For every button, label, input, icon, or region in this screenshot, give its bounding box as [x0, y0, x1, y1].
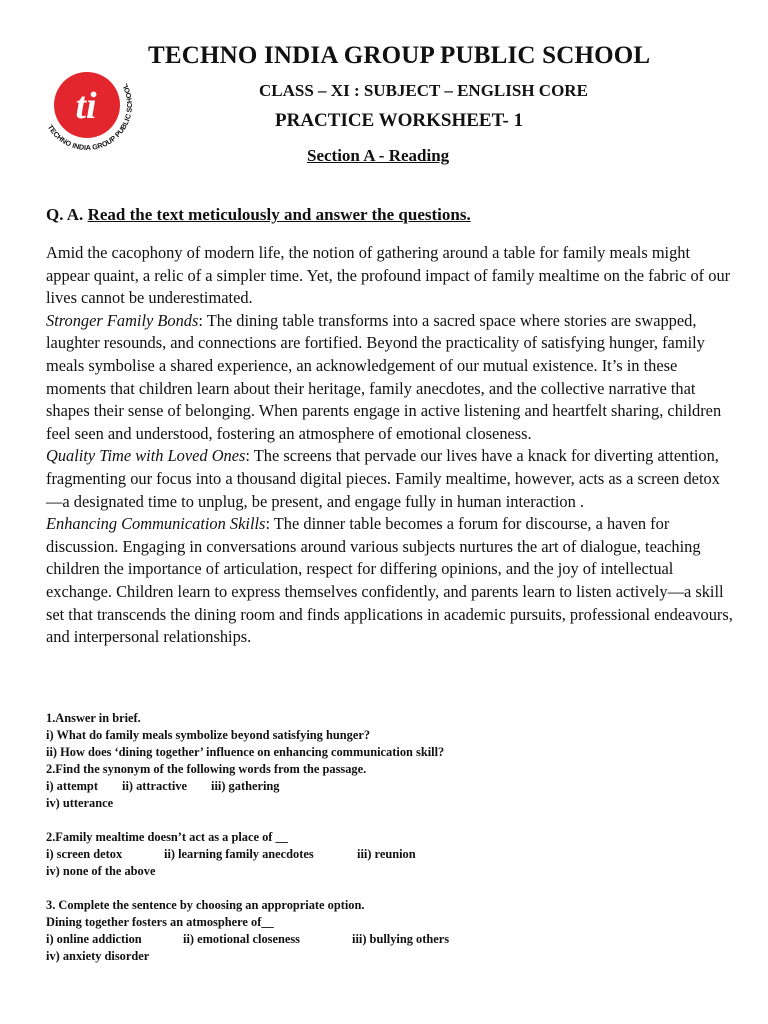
q2-synonym-options: [46, 795, 736, 812]
q2-synonym-options: [46, 778, 736, 795]
school-logo: [34, 52, 140, 158]
q3-options: [46, 931, 736, 948]
q3-options: [46, 948, 736, 965]
paragraph-text: : The screens that pervade our lives have a knack for diverting attention, fragmenting our focus into a thousand digital pieces. Family mealtime, however, acts as a screen detox—a designated time to unplug, be present, and engage fully in human interaction .: [46, 446, 720, 511]
passage-paragraph: [46, 513, 736, 649]
q1-title: 1.Answer in brief.: [46, 711, 141, 725]
paragraph-heading: Stronger Family Bonds: [46, 310, 199, 330]
q2-mcq-title: 2.Family mealtime doesn’t act as a place of __: [46, 830, 288, 844]
option: ii) emotional closeness: [183, 932, 301, 946]
q3-title: 3. Complete the sentence by choosing an appropriate option.: [46, 898, 365, 912]
q2-mcq-options: [46, 846, 736, 863]
option: iii) reunion: [357, 847, 416, 861]
spacer: [46, 880, 736, 897]
q1-item: i) What do family meals symbolize beyond satisfying hunger?: [46, 728, 371, 742]
q2-synonym-title: 2.Find the synonym of the following words from the passage.: [46, 762, 367, 776]
q2-mcq-options: [46, 863, 736, 880]
logo-monogram: ti: [75, 85, 97, 127]
q3-stem: Dining together fosters an atmosphere of__: [46, 915, 274, 929]
option: iii) bullying others: [352, 932, 450, 946]
option: i) screen detox: [46, 847, 123, 861]
option: iv) anxiety disorder: [46, 949, 150, 963]
option: i) attempt: [46, 779, 98, 793]
question-a-label: Q. A.: [46, 205, 84, 224]
q1-item: ii) How does ‘dining together’ influence on enhancing communication skill?: [46, 745, 445, 759]
option: iv) utterance: [46, 796, 114, 810]
paragraph-heading: Quality Time with Loved Ones: [46, 446, 246, 466]
passage-paragraph: [46, 445, 736, 513]
option: iv) none of the above: [46, 864, 156, 878]
class-subject-line: CLASS – XI : SUBJECT – ENGLISH CORE: [259, 81, 588, 100]
reading-passage: [46, 242, 736, 649]
questions-block: [46, 710, 736, 965]
option: i) online addiction: [46, 932, 142, 946]
question-a-heading: [46, 205, 471, 225]
worksheet-title: PRACTICE WORKSHEET- 1: [275, 110, 524, 131]
school-name: TECHNO INDIA GROUP PUBLIC SCHOOL: [148, 42, 651, 69]
spacer: [46, 812, 736, 829]
logo-ring-textpath: TECHNO INDIA GROUP PUBLIC SCHOOL: [45, 82, 135, 153]
passage-intro: Amid the cacophony of modern life, the notion of gathering around a table for family meals might appear quaint, a relic of a simpler time. Yet, the profound impact of family mealtime on the fabric of our lives cannot be underestimated.: [46, 243, 731, 308]
paragraph-text: : The dining table transforms into a sacred space where stories are swapped, laughter resounds, and connections are fortified. Beyond the practicality of satisfying hunger, family meals symbolise a shared experience, an acknowledgement of our mutual existence. It’s in these moments that children learn about their heritage, family anecdotes, and the collective narrative that shapes their sense of belonging. When parents engage in active listening and heartfelt sharing, children feel seen and understood, fostering an atmosphere of emotional closeness.: [46, 310, 722, 443]
paragraph-text: : The dinner table becomes a forum for discourse, a haven for discussion. Engaging in conversations around various subjects nurtures the art of dialogue, teaching children the importance of articulation, respect for differing opinions, and the joy of intellectual exchange. Children learn to express themselves confidently, and parents learn to listen actively—a skill set that transcends the dining room and finds applications in academic pursuits, professional endeavours, and interpersonal relationships.: [46, 514, 733, 647]
question-a-instruction: Read the text meticulously and answer the questions.: [87, 205, 471, 224]
option: ii) attractive: [122, 779, 188, 793]
option: ii) learning family anecdotes: [164, 847, 314, 861]
passage-paragraph: [46, 310, 736, 446]
option: iii) gathering: [211, 779, 280, 793]
paragraph-heading: Enhancing Communication Skills: [46, 514, 266, 534]
section-title: Section A - Reading: [307, 146, 450, 165]
